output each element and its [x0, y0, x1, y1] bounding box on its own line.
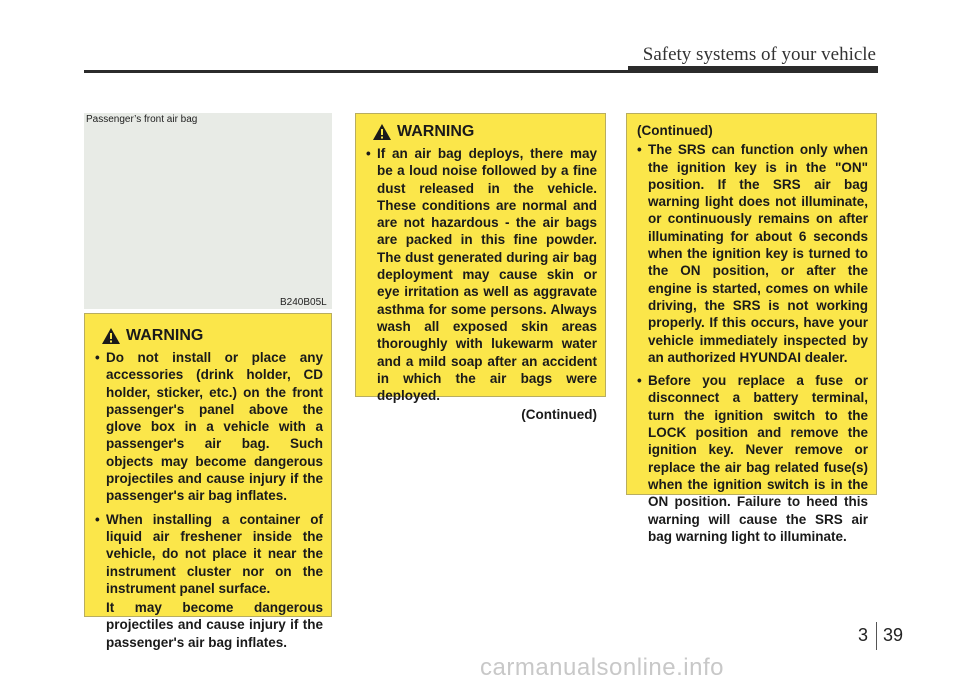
warning-triangle-icon: [101, 327, 121, 345]
warning-heading-text: WARNING: [126, 327, 204, 345]
warning-triangle-icon: [372, 123, 392, 141]
warning-list: [637, 141, 868, 545]
photo-code: B240B05L: [280, 297, 327, 308]
warning-list: [95, 349, 323, 597]
warning-box-deploy: [355, 113, 606, 423]
warning-box-accessories: [84, 313, 332, 650]
warning-bullet: • The SRS can function only when the ignition key is in the "ON" position. If the SRS air bag warning light does not illuminate, or continuously remains on after illuminating for about 6 seconds when the ignition key is turned to the ON position, or after the engine is started, comes on while driving, the SRS is not working properly. If this occurs, have your vehicle immediately inspected by an authorized HYUNDAI dealer.: [637, 141, 868, 366]
warning-bullet: • Do not install or place any accessories (drink holder, CD holder, sticker, etc.) on the front passenger's panel above the glove box in a vehicle with a passenger's air bag. Such objects may become dangerous projectiles and cause injury if the passenger's air bag inflates.: [95, 349, 323, 505]
page-number: 39: [883, 625, 904, 645]
warning-box-continued: [626, 113, 877, 544]
warning-heading: [372, 123, 597, 141]
warning-extra-text: It may become dangerous projectiles and cause injury if the passenger's air bag inflates.: [106, 600, 323, 650]
continued-label: (Continued): [637, 123, 713, 138]
chapter-number: 3: [858, 625, 869, 645]
warning-bullet: • Before you replace a fuse or disconnect a battery terminal, turn the ignition switch to the LOCK position and remove the ignition key. Never remove or replace the air bag related fuse(s) when the ignition switch is in the ON position. Failure to heed this warning will cause the SRS air bag warning light to illuminate.: [637, 372, 868, 545]
page-number-divider: [876, 622, 877, 650]
continued-label: (Continued): [521, 407, 597, 423]
airbag-photo: [84, 113, 332, 309]
watermark: carmanualsonline.info: [480, 654, 724, 681]
warning-list: [366, 145, 597, 404]
header-rule-accent: [628, 66, 878, 73]
warning-heading: [101, 327, 323, 345]
warning-bullet: • If an air bag deploys, there may be a loud noise followed by a fine dust released in the vehicle. These conditions are normal and are not hazardous - the air bags are packed in this fine powder. The dust generated during air bag deployment may cause skin or eye irritation as well as aggravate asthma for some persons. Always wash all exposed skin areas thoroughly with lukewarm water and a mild soap after an accident in which the air bags were deployed.: [366, 145, 597, 404]
section-title: Safety systems of your vehicle: [642, 44, 876, 65]
warning-heading-text: WARNING: [397, 123, 475, 141]
photo-caption: Passenger’s front air bag: [86, 114, 198, 125]
warning-bullet: • When installing a container of liquid air freshener inside the vehicle, do not place it near the instrument cluster nor on the instrument panel surface.: [95, 511, 323, 597]
